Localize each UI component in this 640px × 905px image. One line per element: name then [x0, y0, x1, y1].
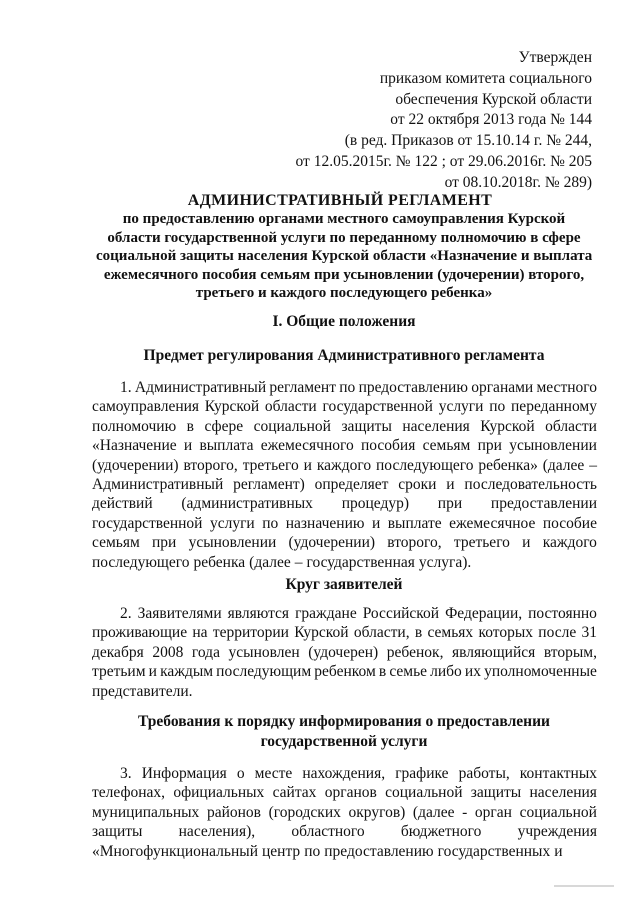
heading-line: Требования к порядку информирования о предоставлении	[138, 713, 550, 730]
approval-line: от 08.10.2018г. № 289)	[444, 173, 592, 191]
paragraph-1	[92, 378, 597, 572]
approval-line: обеспечения Курской области	[395, 90, 592, 108]
subtitle-line: области государственной услуги по переданному полномочию в сфере	[107, 229, 581, 246]
paragraph-line: третьим и каждым последующим ребенком в семье либо их уполномоченные	[92, 663, 597, 681]
scan-artifact	[554, 885, 614, 887]
subsection-heading-subject: Предмет регулирования Административного регламента	[143, 347, 545, 364]
paragraph-2	[92, 604, 597, 701]
section-heading-applicants: Круг заявителей	[285, 576, 403, 593]
paragraph-line: 2. Заявителями являются граждане Российской Федерации, постоянно	[120, 605, 597, 622]
paragraph-line: «Многофункциональный центр по предоставлению государственных и	[92, 842, 563, 860]
paragraph-line: Административный регламент) определяет сроки и последовательность	[92, 476, 597, 494]
section-heading-informing	[96, 712, 592, 752]
paragraph-line: проживающие на территории Курской области, в семьях которых после 31	[92, 624, 597, 642]
paragraph-line: полномочию в сфере социальной защиты населения Курской области	[92, 417, 597, 435]
paragraph-line: последующего ребенка (далее – государственная услуга).	[92, 553, 472, 571]
section-heading-general: I. Общие положения	[272, 313, 416, 330]
paragraph-line: (удочерении) второго, третьего и каждого последующего ребенка» (далее –	[92, 456, 597, 474]
paragraph-line: 1. Административный регламент по предоставлению органами местного	[120, 379, 597, 396]
heading-line: государственной услуги	[260, 733, 428, 750]
approval-line: от 12.05.2015г. № 122 ; от 29.06.2016г. № 205	[295, 152, 592, 170]
document-subtitle	[96, 210, 592, 303]
approval-line: Утвержден	[518, 49, 592, 66]
approval-line: (в ред. Приказов от 15.10.14 г. № 244,	[344, 132, 592, 150]
paragraph-line: декабря 2008 года усыновлен (удочерен) ребенок, являющийся вторым,	[92, 643, 597, 661]
paragraph-line: телефонах, официальных сайтах органов социальной защиты населения	[92, 784, 597, 802]
paragraph-line: «Назначение и выплата ежемесячного пособия семьям при усыновлении	[92, 437, 597, 455]
paragraph-line: защиты населения), областного бюджетного учреждения	[92, 823, 597, 841]
subtitle-line: социальной защиты населения Курской области «Назначение и выплата	[96, 248, 593, 264]
paragraph-line: представители.	[92, 682, 193, 700]
approval-line: приказом комитета социального	[379, 69, 592, 87]
approval-line: от 22 октября 2013 года № 144	[390, 111, 592, 129]
subtitle-line: ежемесячного пособия семьям при усыновлении (удочерении) второго,	[103, 266, 585, 283]
document-title: АДМИНИСТРАТИВНЫЙ РЕГЛАМЕНТ	[187, 192, 493, 209]
paragraph-line: муниципальных районов (городских округов) (далее - орган социальной	[92, 803, 597, 821]
subtitle-line: третьего и каждого последующего ребенка»	[195, 285, 493, 301]
paragraph-line: государственной услуги по назначению и выплате ежемесячное пособие	[92, 514, 597, 532]
subtitle-line: по предоставлению органами местного самоуправления Курской	[122, 211, 566, 227]
paragraph-line: семьям при усыновлении (удочерении) второго, третьего и каждого	[92, 534, 597, 552]
paragraph-line: 3. Информация о месте нахождения, графике работы, контактных	[120, 765, 597, 782]
paragraph-3	[92, 764, 597, 861]
approval-stamp	[296, 48, 593, 194]
paragraph-line: действий (административных процедур) при предоставлении	[92, 495, 597, 513]
paragraph-line: самоуправления Курской области государственной услуги по переданному	[92, 398, 597, 416]
